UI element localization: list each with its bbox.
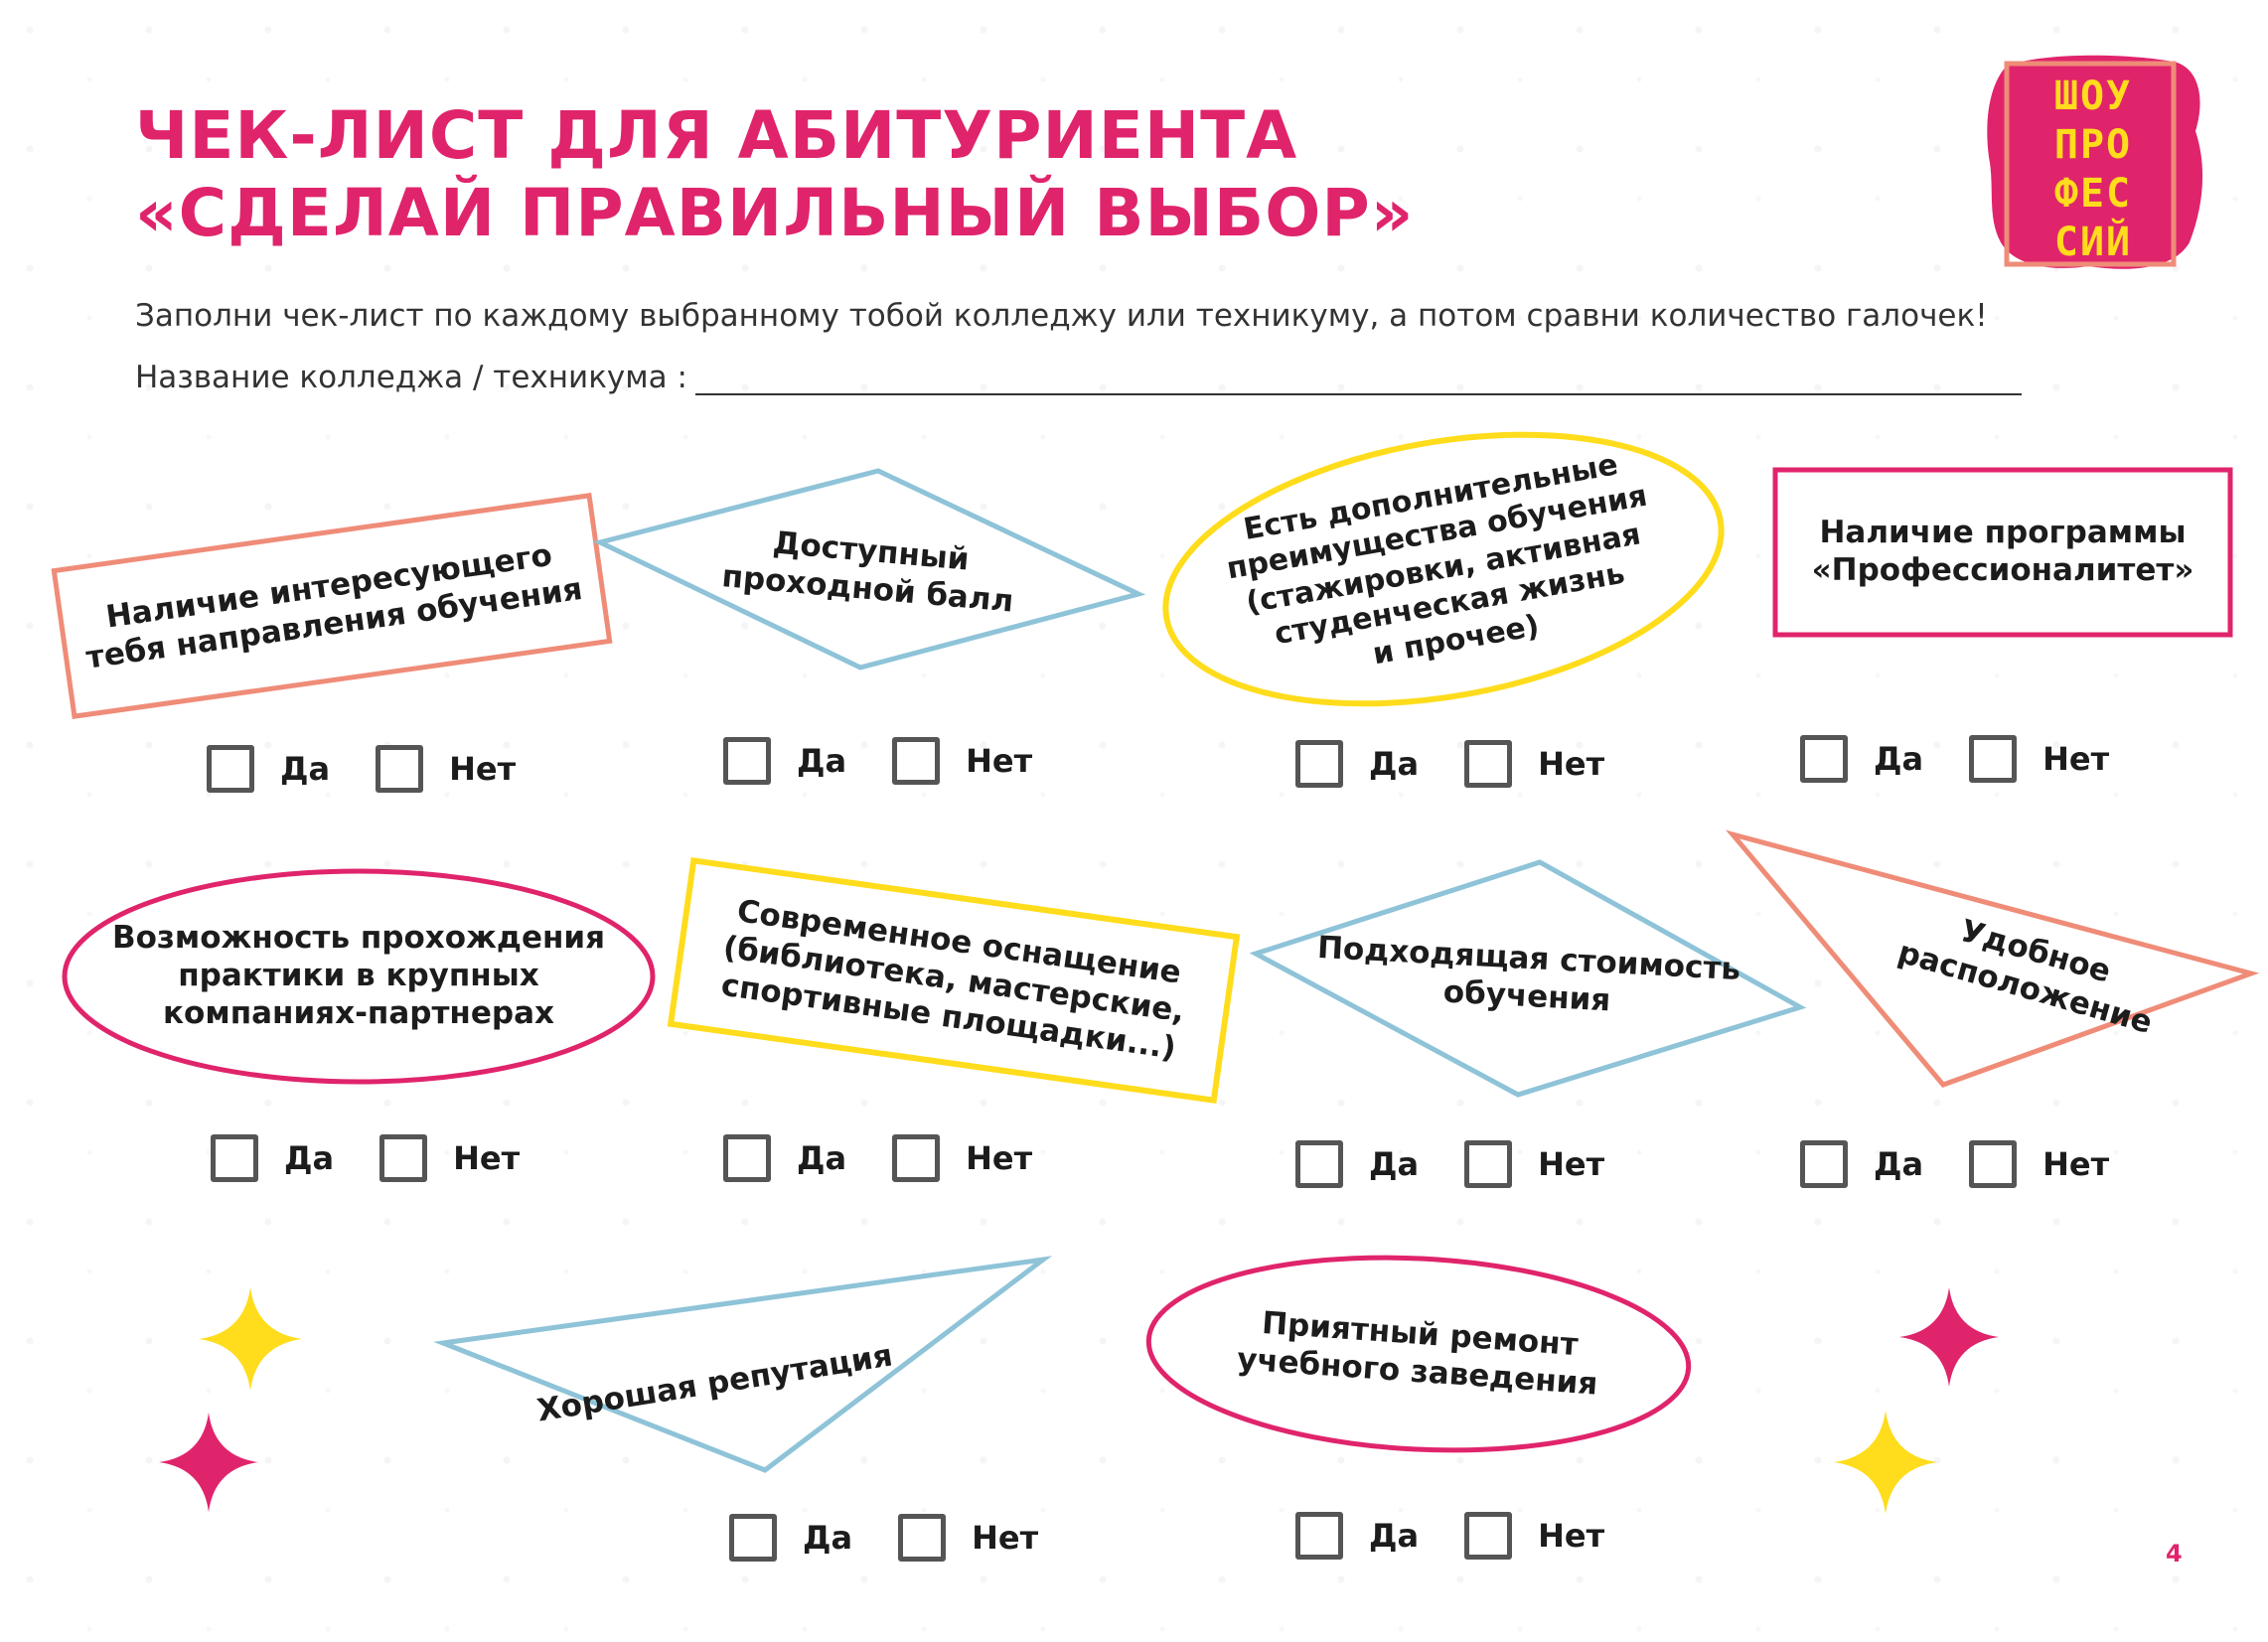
no-checkbox[interactable] xyxy=(376,745,423,793)
college-name-label: Название колледжа / техникума : xyxy=(135,360,687,395)
criterion-location xyxy=(1729,830,2255,1089)
no-option[interactable] xyxy=(1969,1140,2109,1188)
yes-checkbox[interactable] xyxy=(723,737,771,785)
college-name-field[interactable] xyxy=(695,360,2022,395)
no-label: Нет xyxy=(2042,1145,2110,1183)
no-checkbox[interactable] xyxy=(892,737,940,785)
answer-options-professionalitet xyxy=(1800,735,2109,783)
yes-checkbox[interactable] xyxy=(729,1514,777,1562)
yes-label: Да xyxy=(797,1139,847,1177)
title-line-2: «СДЕЛАЙ ПРАВИЛЬНЫЙ ВЫБОР» xyxy=(135,175,1415,251)
yes-label: Да xyxy=(1874,740,1924,778)
no-checkbox[interactable] xyxy=(379,1134,427,1182)
yes-option[interactable] xyxy=(729,1514,852,1562)
yes-option[interactable] xyxy=(1295,1512,1419,1560)
yes-checkbox[interactable] xyxy=(211,1134,258,1182)
criterion-label: Наличие программы «Профессионалитет» xyxy=(1811,515,2194,588)
answer-options-cost xyxy=(1295,1140,1604,1188)
no-checkbox[interactable] xyxy=(1464,740,1512,788)
no-checkbox[interactable] xyxy=(1464,1140,1512,1188)
no-label: Нет xyxy=(453,1139,521,1177)
yes-label: Да xyxy=(284,1139,335,1177)
no-checkbox[interactable] xyxy=(892,1134,940,1182)
no-checkbox[interactable] xyxy=(1969,735,2017,783)
criterion-equipment xyxy=(660,846,1248,1115)
no-option[interactable] xyxy=(1464,1140,1604,1188)
yes-label: Да xyxy=(1369,745,1420,783)
no-label: Нет xyxy=(966,742,1033,780)
yes-checkbox[interactable] xyxy=(1295,740,1343,788)
no-option[interactable] xyxy=(1969,735,2109,783)
yes-label: Да xyxy=(797,742,847,780)
page-number: 4 xyxy=(2166,1540,2183,1567)
yes-option[interactable] xyxy=(1295,740,1419,788)
criterion-label: Возможность прохождения практики в крупных компаниях-партнерах xyxy=(111,920,606,1031)
criterion-label: Приятный ремонт учебного заведения xyxy=(1236,1305,1599,1403)
yes-option[interactable] xyxy=(211,1134,334,1182)
logo-line: СИЙ xyxy=(2053,219,2133,265)
no-option[interactable] xyxy=(892,1134,1032,1182)
no-option[interactable] xyxy=(892,737,1032,785)
instructions-text: Заполни чек-лист по каждому выбранному тобой колледжу или техникуму, а потом сравни количество галочек! xyxy=(135,298,1988,334)
yes-checkbox[interactable] xyxy=(1295,1140,1343,1188)
yes-label: Да xyxy=(1369,1145,1420,1183)
answer-options-passing-score xyxy=(723,737,1032,785)
yes-label: Да xyxy=(803,1519,853,1557)
criterion-label: Доступный проходной балл xyxy=(720,524,1015,620)
criterion-label: Удобное расположение xyxy=(1893,913,2157,1042)
no-label: Нет xyxy=(449,750,517,788)
answer-options-direction xyxy=(207,745,516,793)
title-line-1: ЧЕК-ЛИСТ ДЛЯ АБИТУРИЕНТА xyxy=(135,97,1298,174)
criterion-internship xyxy=(60,866,658,1087)
yes-label: Да xyxy=(1874,1145,1924,1183)
no-option[interactable] xyxy=(376,745,516,793)
logo-line: ФЕС xyxy=(2053,170,2133,217)
no-option[interactable] xyxy=(379,1134,520,1182)
sparkle-pink-icon xyxy=(159,1413,258,1512)
no-checkbox[interactable] xyxy=(1969,1140,2017,1188)
page-title xyxy=(135,97,1414,252)
answer-options-location xyxy=(1800,1140,2109,1188)
yes-label: Да xyxy=(280,750,331,788)
no-option[interactable] xyxy=(1464,740,1604,788)
no-label: Нет xyxy=(1538,745,1605,783)
answer-options-internship xyxy=(211,1134,520,1182)
no-label: Нет xyxy=(1538,1517,1605,1555)
logo-text xyxy=(2009,72,2178,266)
yes-option[interactable] xyxy=(1295,1140,1419,1188)
logo-line: ПРО xyxy=(2053,121,2133,168)
no-checkbox[interactable] xyxy=(1464,1512,1512,1560)
sparkle-pink-icon xyxy=(1899,1287,1999,1387)
criterion-label: Хорошая репутация xyxy=(534,1337,895,1429)
yes-option[interactable] xyxy=(207,745,330,793)
criterion-label: Наличие интересующего тебя направления обучения xyxy=(83,537,585,676)
logo-line: ШОУ xyxy=(2053,73,2133,119)
college-name-row xyxy=(135,360,2022,395)
criterion-passing-score xyxy=(596,467,1142,675)
yes-option[interactable] xyxy=(723,1134,846,1182)
no-label: Нет xyxy=(1538,1145,1605,1183)
no-label: Нет xyxy=(2042,740,2110,778)
show-professiy-logo xyxy=(1979,48,2207,276)
criterion-label: Подходящая стоимость обучения xyxy=(1316,930,1741,1019)
answer-options-renovation xyxy=(1295,1512,1604,1560)
answer-options-extra-benefits xyxy=(1295,740,1604,788)
criterion-extra-benefits xyxy=(1152,429,1735,709)
criterion-label: Современное оснащение (библиотека, мастерские, спортивные площадки...) xyxy=(718,893,1187,1067)
no-option[interactable] xyxy=(898,1514,1038,1562)
yes-checkbox[interactable] xyxy=(207,745,254,793)
no-option[interactable] xyxy=(1464,1512,1604,1560)
yes-checkbox[interactable] xyxy=(1295,1512,1343,1560)
answer-options-equipment xyxy=(723,1134,1032,1182)
yes-checkbox[interactable] xyxy=(1800,1140,1848,1188)
no-label: Нет xyxy=(972,1519,1039,1557)
sparkle-yellow-icon xyxy=(1834,1411,1937,1514)
yes-checkbox[interactable] xyxy=(723,1134,771,1182)
criterion-direction xyxy=(46,477,618,735)
answer-options-reputation xyxy=(729,1514,1038,1562)
criterion-professionalitet xyxy=(1772,467,2233,638)
no-label: Нет xyxy=(966,1139,1033,1177)
criterion-label: Есть дополнительные преимущества обучения (стажировки, активная студенческая жизнь и прочее) xyxy=(1224,446,1650,672)
criterion-renovation xyxy=(1142,1252,1695,1456)
yes-option[interactable] xyxy=(723,737,846,785)
sparkle-yellow-icon xyxy=(199,1287,302,1391)
yes-option[interactable] xyxy=(1800,1140,1923,1188)
no-checkbox[interactable] xyxy=(898,1514,946,1562)
criterion-reputation xyxy=(437,1254,1047,1476)
yes-label: Да xyxy=(1369,1517,1420,1555)
